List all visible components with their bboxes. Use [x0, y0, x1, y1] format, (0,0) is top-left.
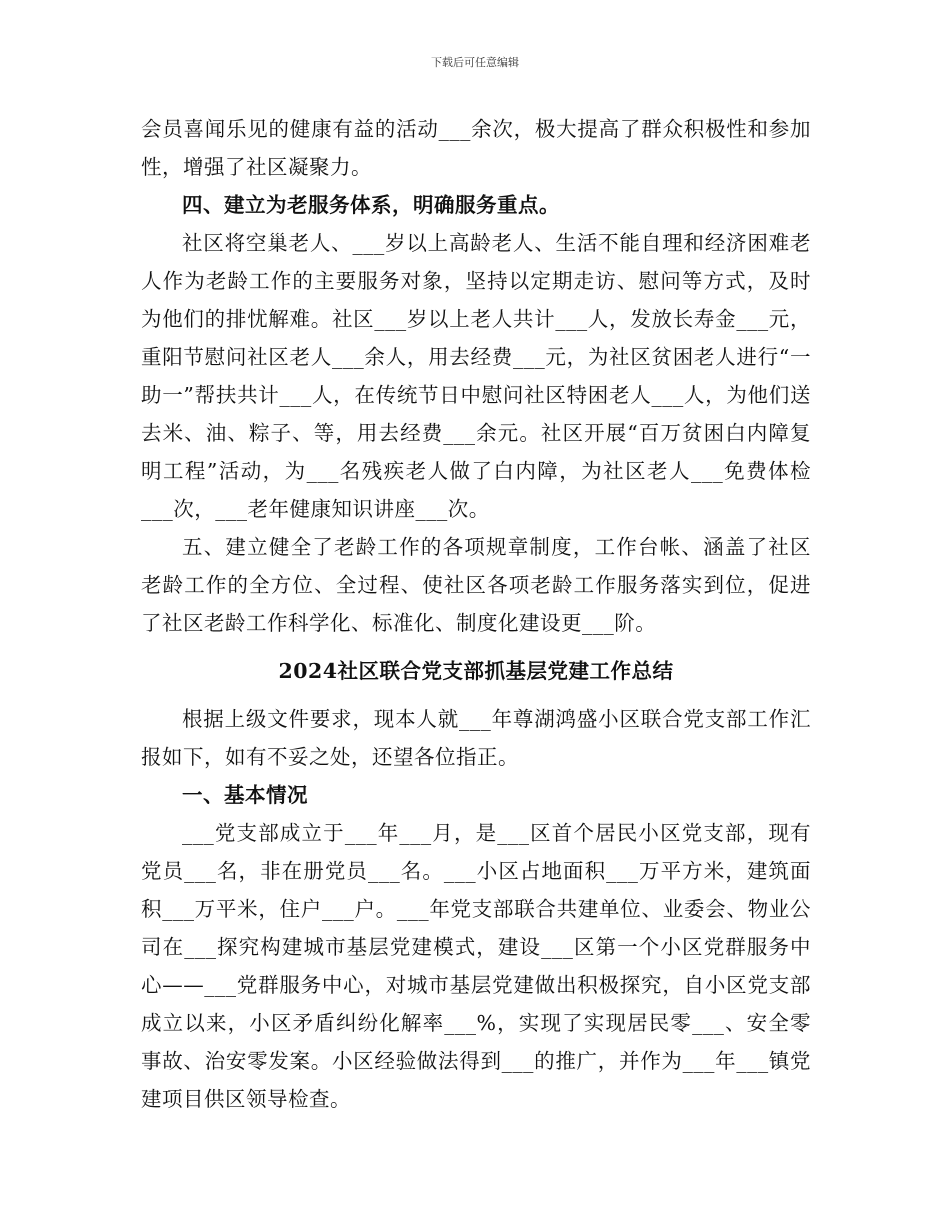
section-heading-4: 四、建立为老服务体系，明确服务重点。	[182, 193, 560, 217]
document-title: 2024社区联合党支部抓基层党建工作总结	[278, 659, 674, 683]
paragraph-regulations: 五、建立健全了老龄工作的各项规章制度，工作台帐、涵盖了社区老龄工作的全方位、全过程、使社区各项老龄工作服务落实到位，促进了社区老龄工作科学化、标准化、制度化建设更___阶。	[141, 535, 811, 635]
page-header: 下载后可任意编辑	[431, 56, 519, 69]
paragraph-intro: 根据上级文件要求，现本人就___年尊湖鸿盛小区联合党支部工作汇报如下，如有不妥之处，还望各位指正。	[141, 707, 811, 769]
paragraph-basic-info: ___党支部成立于___年___月，是___区首个居民小区党支部，现有党员___名，非在册党员___名。___小区占地面积___万平方米，建筑面积___万平米，住户___户。___年党支部联合共建单位、业委会、物业公司在___探究构建城市基层党建模式，建设___区第一个小区党群服务中心——___党群服务中心，对城市基层党建做出积极探究，自小区党支部成立以来，小区矛盾纠纷化解率___%，实现了实现居民零___、安全零事故、治安零发案。小区经验做法得到___的推广，并作为___年___镇党建项目供区领导检查。	[141, 821, 811, 1111]
paragraph-activities: 会员喜闻乐见的健康有益的活动___余次，极大提高了群众积极性和参加性，增强了社区凝聚力。	[141, 117, 811, 179]
paragraph-elderly-service: 社区将空巢老人、___岁以上高龄老人、生活不能自理和经济困难老人作为老龄工作的主要服务对象，坚持以定期走访、慰问等方式，及时为他们的排忧解难。社区___岁以上老人共计___人，发放长寿金___元，重阳节慰问社区老人___余人，用去经费___元，为社区贫困老人进行“一助一”帮扶共计___人，在传统节日中慰问社区特困老人___人，为他们送去米、油、粽子、等，用去经费___余元。社区开展“百万贫困白内障复明工程”活动，为___名残疾老人做了白内障，为社区老人___免费体检___次，___老年健康知识讲座___次。	[141, 231, 811, 521]
section-heading-1: 一、基本情况	[182, 783, 308, 807]
document-body	[141, 110, 811, 1118]
